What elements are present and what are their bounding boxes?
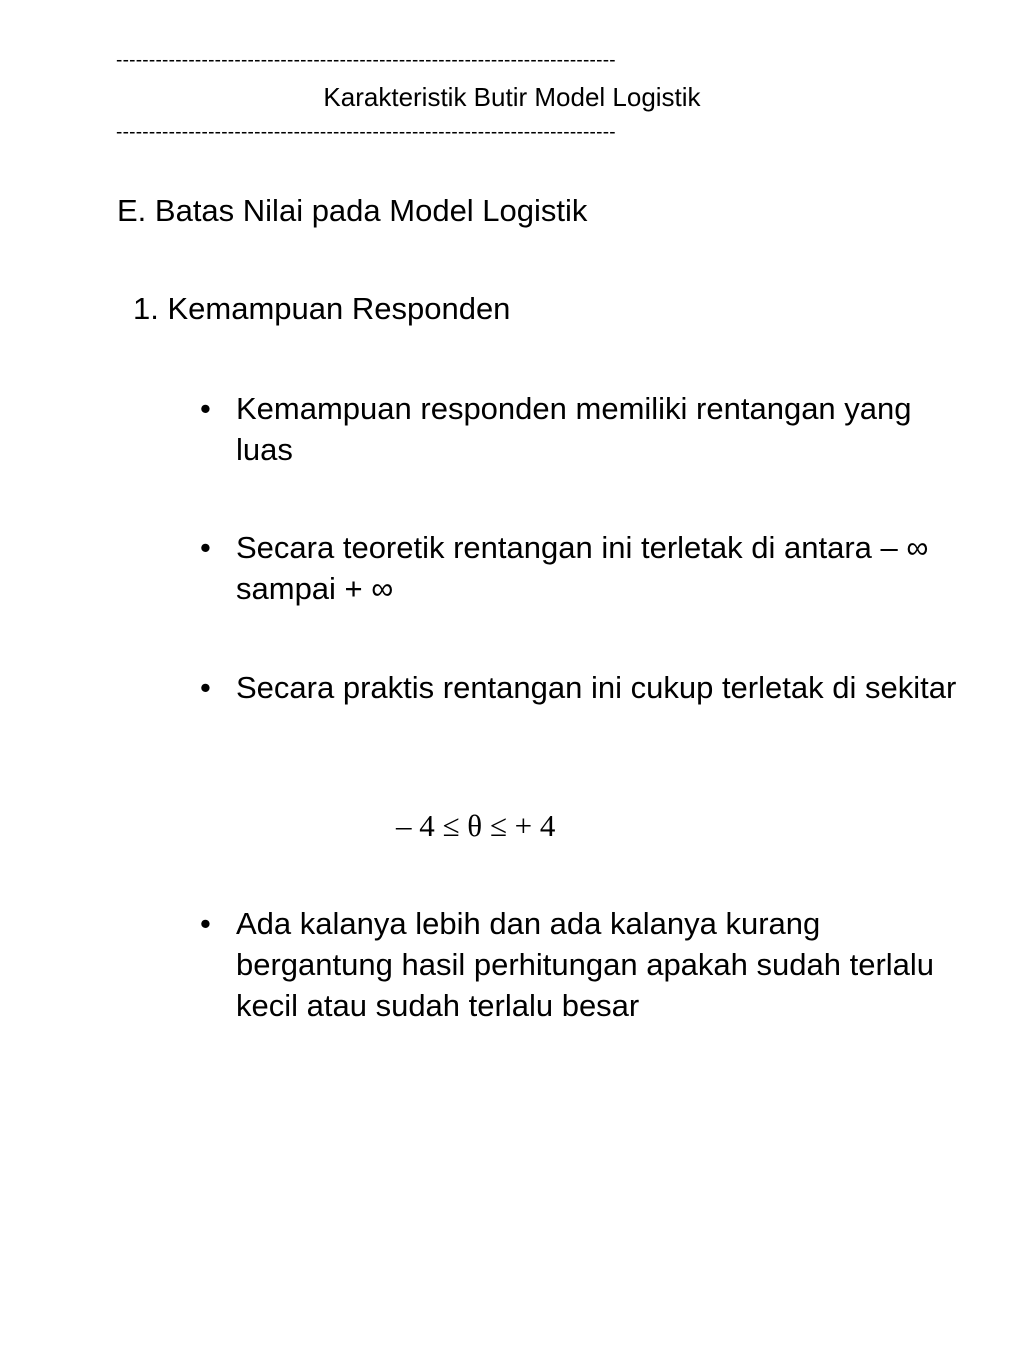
section-heading: E. Batas Nilai pada Model Logistik <box>117 193 588 228</box>
bullet-text: Ada kalanya lebih dan ada kalanya kurang bergantung hasil perhitungan apakah sudah terlalu kecil atau sudah terlalu besar <box>236 906 935 1023</box>
bullet-item-variation <box>200 903 960 1026</box>
bullet-marker: • <box>200 906 211 941</box>
theta-range-formula: – 4 ≤ θ ≤ + 4 <box>396 808 556 843</box>
bullet-text: Secara praktis rentangan ini cukup terletak di sekitar <box>236 670 957 705</box>
bullet-item-range <box>200 388 960 470</box>
bullet-item-practical <box>200 667 960 708</box>
bullet-marker: • <box>200 670 211 705</box>
bullet-text: Kemampuan responden memiliki rentangan yang luas <box>236 391 912 467</box>
bullet-text: Secara teoretik rentangan ini terletak di antara – ∞ sampai + ∞ <box>236 530 929 606</box>
header-rule-top: ---------------------------------------------------------------------------- <box>116 50 616 71</box>
header-rule-bottom: ---------------------------------------------------------------------------- <box>116 122 616 143</box>
bullet-marker: • <box>200 530 211 565</box>
bullet-marker: • <box>200 391 211 426</box>
subsection-heading: 1. Kemampuan Responden <box>133 291 511 326</box>
bullet-item-theoretical <box>200 527 960 609</box>
header-title: Karakteristik Butir Model Logistik <box>323 82 701 112</box>
